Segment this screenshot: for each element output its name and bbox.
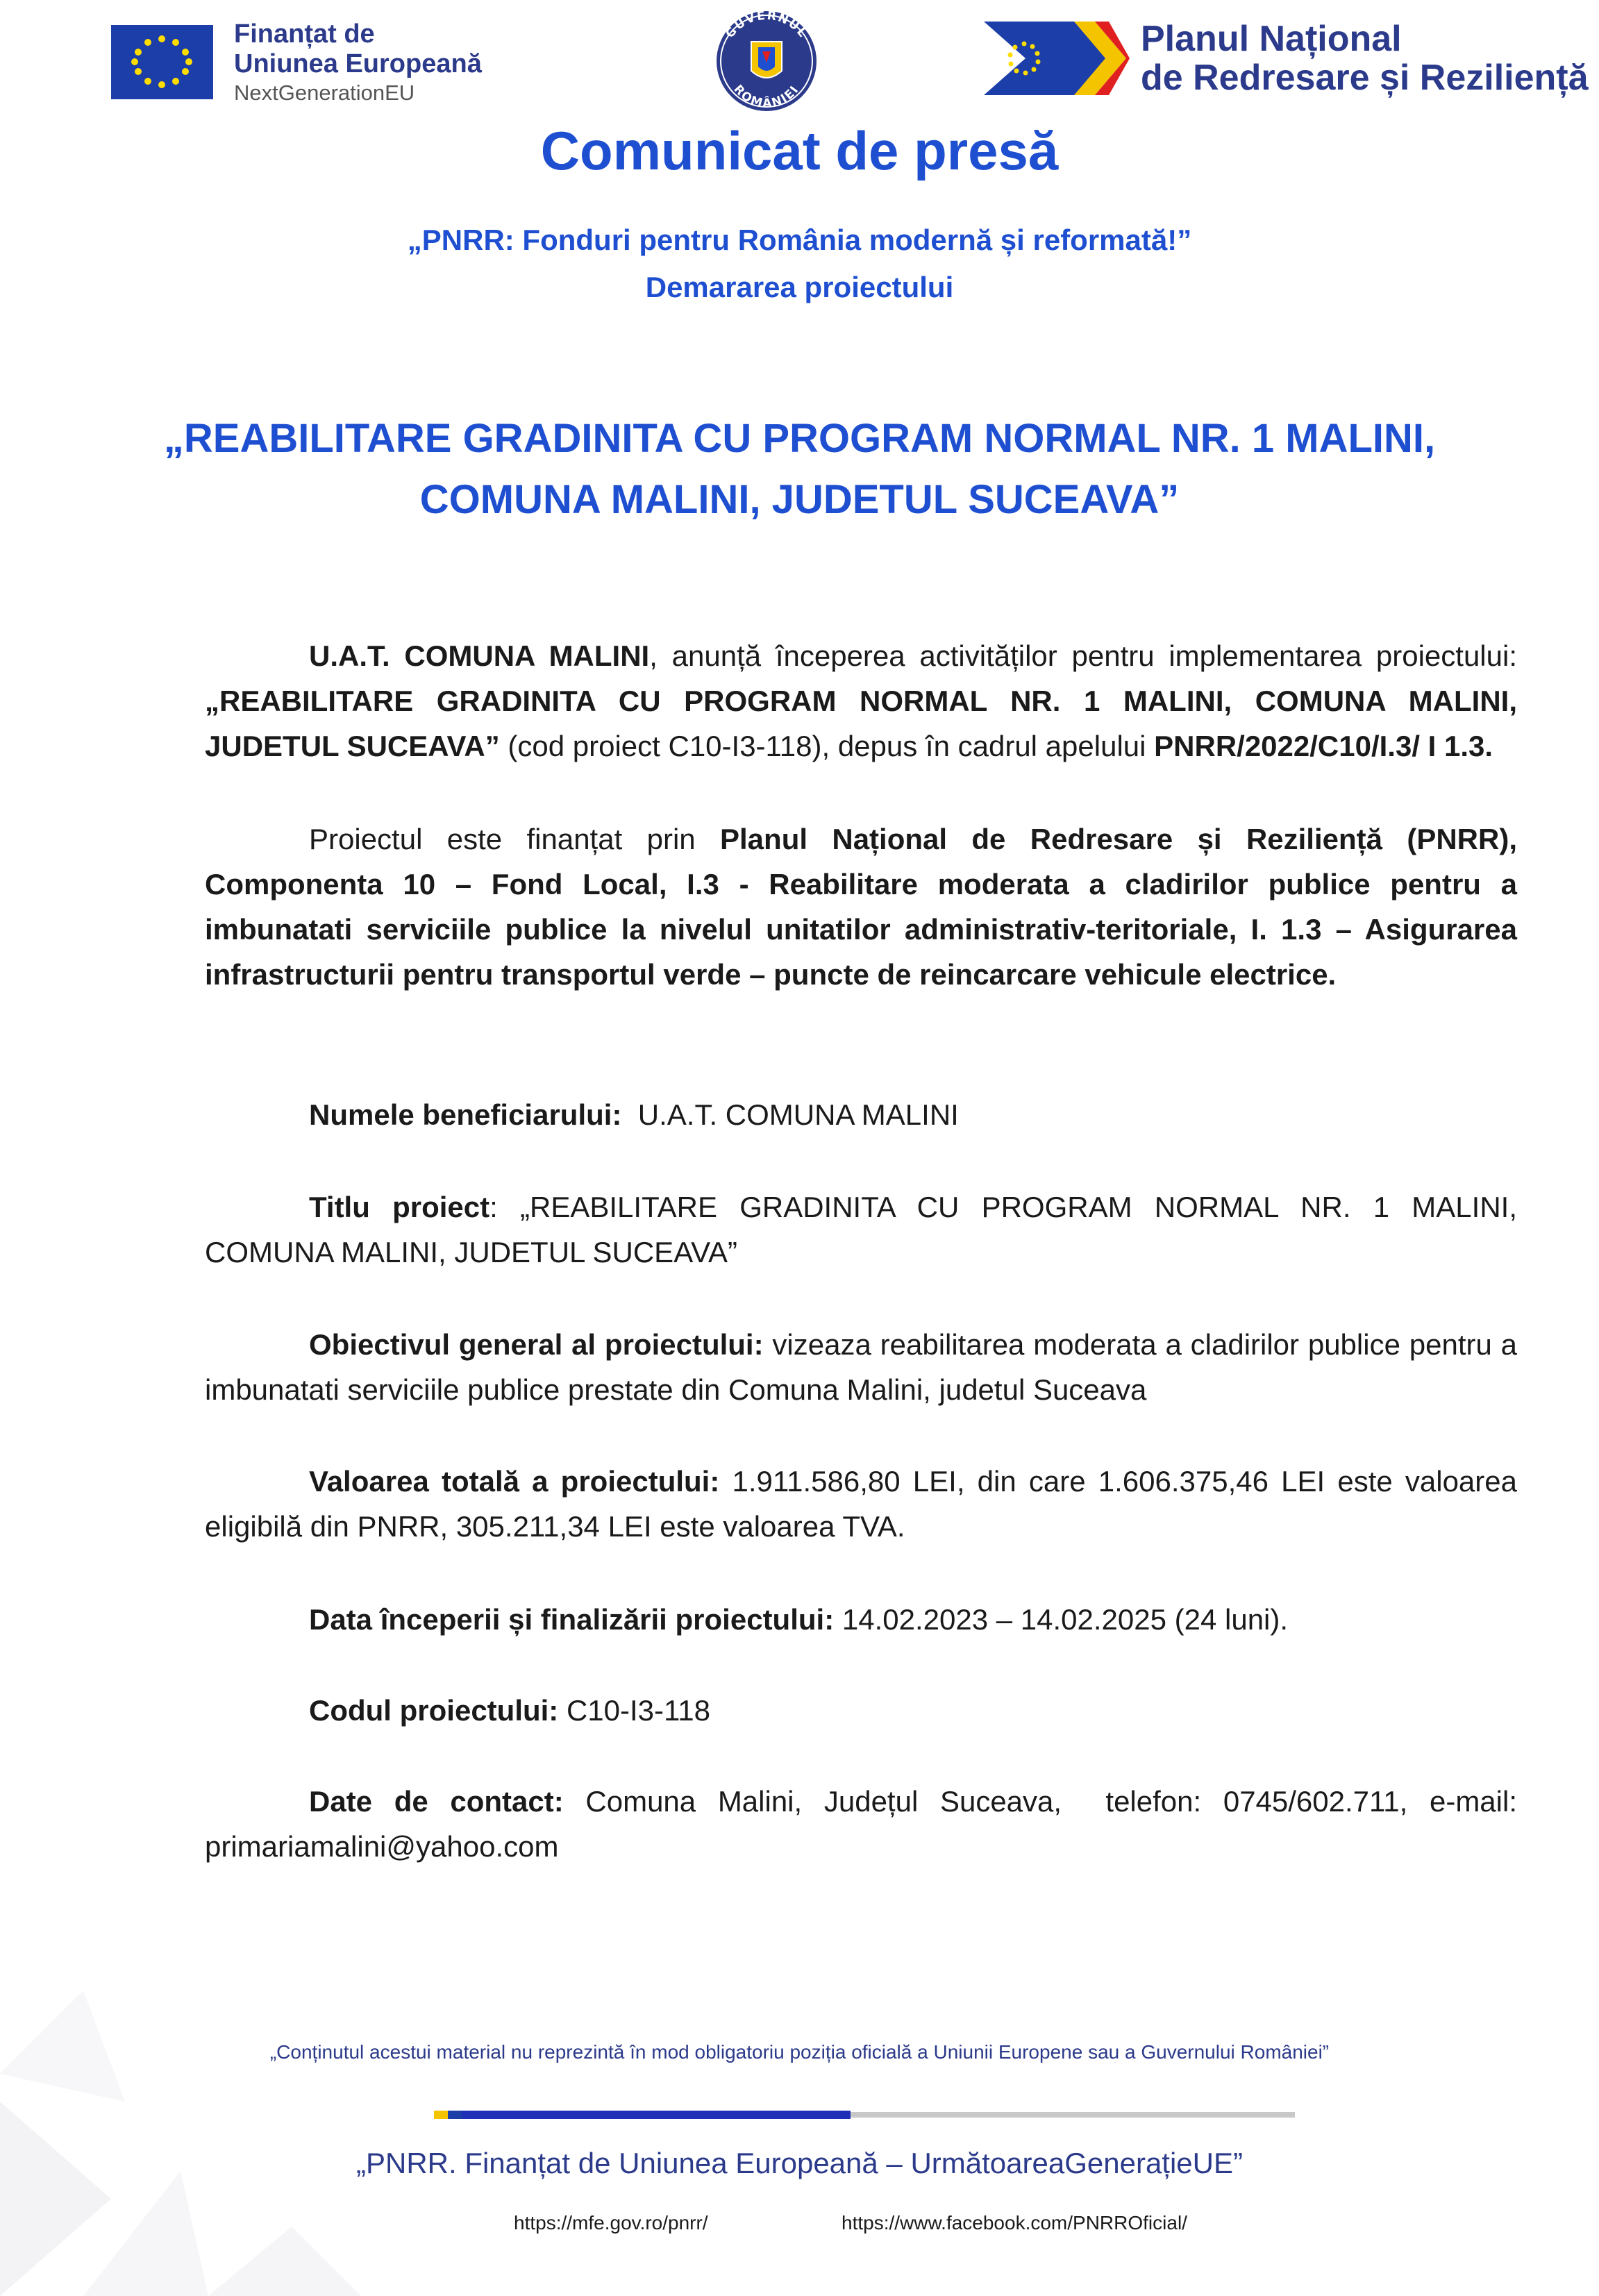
- beneficiary-line: [205, 1092, 1517, 1137]
- pnrr-logo-line2: de Redresare și Reziliență: [1141, 58, 1589, 99]
- code-value: C10-I3-118: [558, 1694, 710, 1727]
- project-title-line1: „REABILITARE GRADINITA CU PROGRAM NORMAL NR. 1 MALINI,: [163, 416, 1436, 461]
- intro-bold-uat: U.A.T. COMUNA MALINI: [309, 639, 650, 672]
- beneficiary-label: Numele beneficiarului:: [309, 1098, 622, 1131]
- pnrr-logo-line1: Planul Național: [1141, 19, 1402, 59]
- project-title: [0, 408, 1599, 530]
- project-title-field: [205, 1184, 1517, 1275]
- value-value: 1.911.586,80 LEI, din care 1.606.375,46 LEI este valoarea eligibilă din PNRR, 305.211,34 LEI este valoarea TVA.: [205, 1465, 1517, 1543]
- intro-text-2: (cod proiect C10-I3-118), depus în cadrul apelului: [499, 730, 1155, 762]
- footer-link-facebook[interactable]: https://www.facebook.com/PNRROficial/: [842, 2212, 1187, 2234]
- project-title-line2: COMUNA MALINI, JUDETUL SUCEAVA”: [419, 477, 1180, 522]
- eu-logo-line3: NextGenerationEU: [234, 81, 415, 106]
- dates-label: Data începerii și finalizării proiectului:: [309, 1603, 835, 1636]
- value-label: Valoarea totală a proiectului:: [309, 1465, 720, 1498]
- gov-seal-top-text: GUVERNUL: [723, 8, 810, 41]
- dates-value: 14.02.2023 – 14.02.2025 (24 luni).: [834, 1603, 1289, 1636]
- footer-tagline: „PNRR. Finanțat de Uniunea Europeană – UrmătoareaGenerațieUE”: [355, 2147, 1243, 2179]
- eu-flag-icon: [111, 25, 213, 99]
- pnrr-flag-icon: [984, 20, 1130, 97]
- funding-bold: Planul Național de Redresare și Reziliență (PNRR), Componenta 10 – Fond Local, I.3 - Reabilitare moderata a cladirilor publice pentru a imbunatati serviciile publice la nivelul unitatilor administrativ-teritoriale, I. 1.3 – Asigurarea infrastructurii pentru transportul verde – puncte de reincarcare vehicule electrice.: [205, 823, 1517, 991]
- eu-logo: [111, 19, 482, 106]
- value-paragraph: [205, 1459, 1517, 1549]
- contact-value: Comuna Malini, Județul Suceava, telefon: 0745/602.711, e-mail: primariamalini@yahoo.com: [205, 1785, 1525, 1863]
- dates-line: [205, 1597, 1517, 1642]
- objective-value: vizeaza reabilitarea moderata a cladirilor publice pentru a imbunatati serviciile publice prestate din Comuna Malini, judetul Suceava: [205, 1328, 1518, 1406]
- page-title: Comunicat de presă: [540, 120, 1059, 181]
- footer-link-mfe[interactable]: https://mfe.gov.ro/pnrr/: [514, 2212, 708, 2234]
- beneficiary-value: U.A.T. COMUNA MALINI: [621, 1098, 959, 1131]
- eu-logo-line2: Uniunea Europeană: [234, 49, 482, 78]
- eu-logo-line1: Finanțat de: [234, 19, 375, 49]
- footer-divider-bar: [434, 2111, 1295, 2119]
- gov-seal-bottom-text: ROMÂNIEI: [730, 82, 803, 111]
- project-label: Titlu proiect: [309, 1191, 490, 1223]
- intro-bold-project: „REABILITARE GRADINITA CU PROGRAM NORMAL NR. 1 MALINI, COMUNA MALINI, JUDETUL SUCEAVA”: [205, 685, 1517, 762]
- intro-paragraph: [205, 633, 1517, 769]
- objective-label: Obiectivul general al proiectului:: [309, 1328, 764, 1361]
- funding-text: Proiectul este finanțat prin: [309, 823, 720, 855]
- intro-bold-call: PNRR/2022/C10/I.3/ I 1.3.: [1154, 730, 1493, 762]
- contact-paragraph: [205, 1779, 1525, 1869]
- project-value: : „REABILITARE GRADINITA CU PROGRAM NORMAL NR. 1 MALINI, COMUNA MALINI, JUDETUL SUCEAVA”: [205, 1191, 1517, 1268]
- funding-paragraph: [205, 816, 1517, 997]
- objective-paragraph: [205, 1322, 1517, 1412]
- contact-label: Date de contact:: [309, 1785, 564, 1818]
- pnrr-logo: [984, 19, 1589, 97]
- subtitle-start: Demararea proiectului: [645, 271, 954, 303]
- code-line: [205, 1688, 1517, 1733]
- code-label: Codul proiectului:: [309, 1694, 559, 1727]
- intro-text-1: , anunță începerea activităților pentru implementarea proiectului:: [649, 639, 1517, 672]
- subtitle-slogan: „PNRR: Fonduri pentru România modernă și reformată!”: [407, 224, 1192, 256]
- government-seal-icon: [707, 7, 826, 111]
- footer-disclaimer: „Conținutul acestui material nu reprezintă în mod obligatoriu poziția oficială a Uniunii Europene sau a Guvernului României”: [269, 2041, 1330, 2063]
